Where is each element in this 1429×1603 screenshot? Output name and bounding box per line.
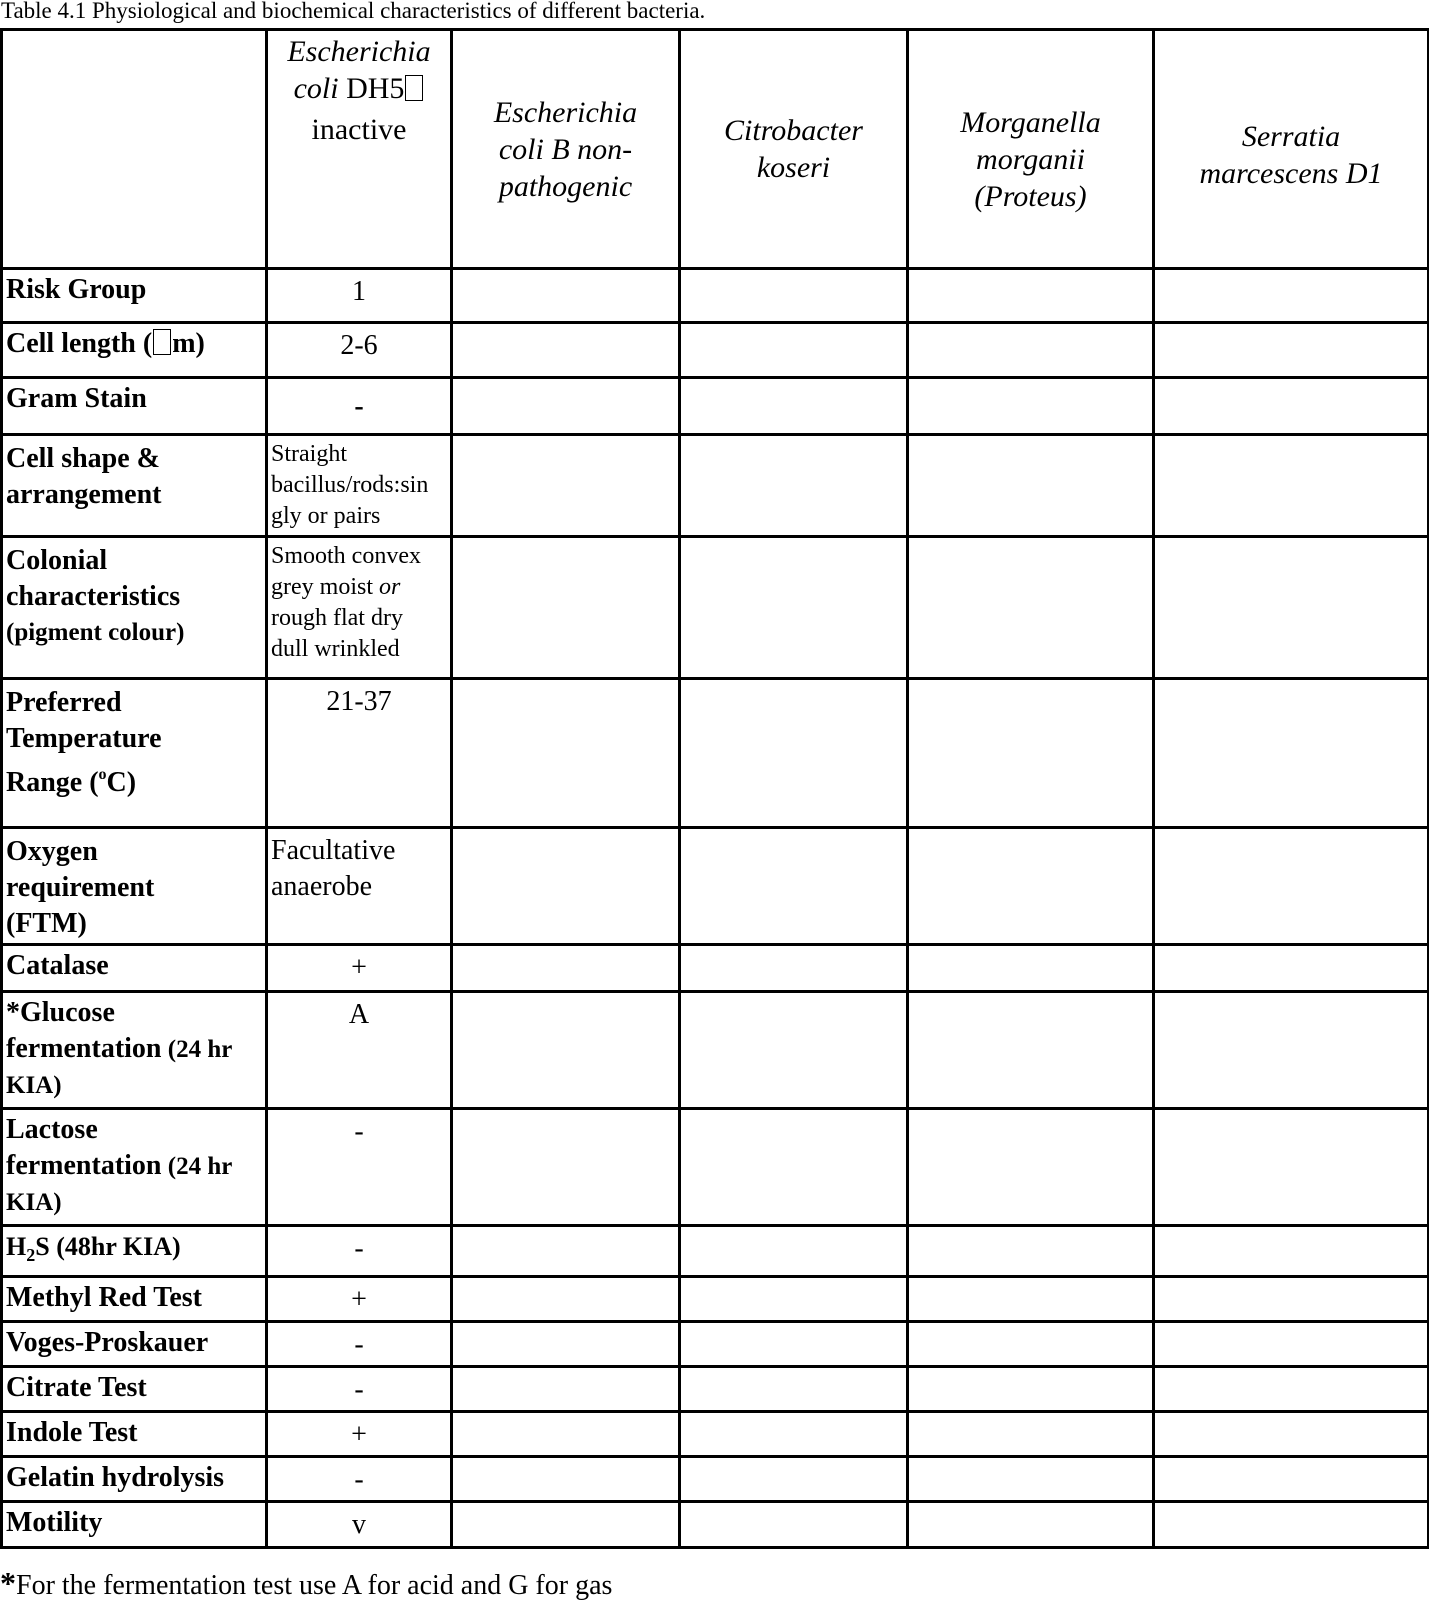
empty-cell — [908, 1412, 1154, 1457]
table-row — [2, 828, 1429, 945]
cell-value: + — [267, 1412, 452, 1457]
header-serratia: Serratia marcescens D1 — [1154, 30, 1429, 269]
empty-cell — [1154, 1277, 1429, 1322]
header-blank-cell — [2, 30, 267, 269]
cell-value: - — [267, 1109, 452, 1226]
empty-cell — [908, 1277, 1154, 1322]
header-morganella: Morganella morganii (Proteus) — [908, 30, 1154, 269]
table-caption: Table 4.1 Physiological and biochemical characteristics of different bacteria. — [1, 0, 706, 23]
empty-cell — [680, 828, 908, 945]
row-label-motility: Motility — [2, 1502, 267, 1548]
empty-cell — [908, 1457, 1154, 1502]
empty-cell — [452, 679, 680, 828]
header-e-coli-b: Escherichia coli B non- pathogenic — [452, 30, 680, 269]
bacteria-characteristics-table — [0, 28, 1429, 1549]
table-row — [2, 323, 1429, 378]
row-label-cell-shape: Cell shape & arrangement — [2, 435, 267, 537]
empty-cell — [908, 828, 1154, 945]
cell-value: Facultative anaerobe — [267, 828, 452, 945]
cell-value: + — [267, 1277, 452, 1322]
table-row — [2, 1226, 1429, 1277]
empty-cell — [908, 1109, 1154, 1226]
empty-cell — [1154, 828, 1429, 945]
cell-value: 1 — [267, 269, 452, 323]
row-label-colonial: Colonial characteristics (pigment colour) — [2, 537, 267, 679]
table-row — [2, 945, 1429, 992]
empty-cell — [1154, 1109, 1429, 1226]
row-label-gelatin: Gelatin hydrolysis — [2, 1457, 267, 1502]
cell-value: Smooth convex grey moist or rough flat dry dull wrinkled — [267, 537, 452, 679]
header-e-coli-dh5: Escherichia coli DH5 inactive — [267, 30, 452, 269]
empty-cell — [680, 1502, 908, 1548]
empty-cell — [1154, 378, 1429, 435]
empty-cell — [908, 992, 1154, 1109]
header-row — [2, 30, 1429, 269]
empty-cell — [680, 1322, 908, 1367]
cell-value: v — [267, 1502, 452, 1548]
empty-cell — [908, 435, 1154, 537]
empty-cell — [452, 537, 680, 679]
table-row — [2, 1109, 1429, 1226]
empty-cell — [452, 1322, 680, 1367]
empty-cell — [1154, 1457, 1429, 1502]
cell-value: - — [267, 1322, 452, 1367]
cell-value: A — [267, 992, 452, 1109]
empty-cell — [908, 537, 1154, 679]
table-row — [2, 435, 1429, 537]
table-row — [2, 1502, 1429, 1548]
empty-cell — [680, 1226, 908, 1277]
cell-value: - — [267, 1457, 452, 1502]
empty-cell — [452, 828, 680, 945]
empty-cell — [1154, 945, 1429, 992]
empty-cell — [452, 1412, 680, 1457]
row-label-cell-length: Cell length ( m) — [2, 323, 267, 378]
table-row — [2, 1457, 1429, 1502]
empty-cell — [452, 269, 680, 323]
empty-cell — [1154, 537, 1429, 679]
empty-cell — [1154, 1502, 1429, 1548]
row-label-voges-proskauer: Voges-Proskauer — [2, 1322, 267, 1367]
empty-cell — [452, 435, 680, 537]
empty-cell — [680, 378, 908, 435]
empty-cell — [680, 323, 908, 378]
table-row — [2, 679, 1429, 828]
empty-cell — [680, 1457, 908, 1502]
empty-cell — [908, 1226, 1154, 1277]
table-row — [2, 1277, 1429, 1322]
missing-glyph-box — [405, 75, 423, 101]
empty-cell — [908, 1367, 1154, 1412]
empty-cell — [452, 945, 680, 992]
empty-cell — [452, 1277, 680, 1322]
empty-cell — [1154, 269, 1429, 323]
empty-cell — [908, 945, 1154, 992]
empty-cell — [452, 323, 680, 378]
empty-cell — [452, 1457, 680, 1502]
row-label-oxygen: Oxygen requirement (FTM) — [2, 828, 267, 945]
empty-cell — [452, 1226, 680, 1277]
row-label-lactose: Lactose fermentation (24 hr KIA) — [2, 1109, 267, 1226]
cell-value: + — [267, 945, 452, 992]
empty-cell — [680, 1412, 908, 1457]
header-citrobacter: Citrobacter koseri — [680, 30, 908, 269]
row-label-gram-stain: Gram Stain — [2, 378, 267, 435]
table-row — [2, 1412, 1429, 1457]
cell-value: - — [267, 1226, 452, 1277]
row-label-glucose: *Glucose fermentation (24 hr KIA) — [2, 992, 267, 1109]
empty-cell — [1154, 435, 1429, 537]
row-label-methyl-red: Methyl Red Test — [2, 1277, 267, 1322]
empty-cell — [908, 323, 1154, 378]
empty-cell — [680, 1367, 908, 1412]
table-row — [2, 1322, 1429, 1367]
empty-cell — [680, 945, 908, 992]
missing-glyph-box — [153, 329, 171, 355]
empty-cell — [680, 435, 908, 537]
table-row — [2, 1367, 1429, 1412]
empty-cell — [1154, 1367, 1429, 1412]
empty-cell — [452, 1367, 680, 1412]
cell-value: Straight bacillus/rods:sin gly or pairs — [267, 435, 452, 537]
empty-cell — [452, 992, 680, 1109]
empty-cell — [1154, 1226, 1429, 1277]
empty-cell — [1154, 679, 1429, 828]
row-label-indole: Indole Test — [2, 1412, 267, 1457]
table-row — [2, 269, 1429, 323]
row-label-h2s: $H_2S$ (48hr KIA) — [2, 1226, 267, 1277]
empty-cell — [1154, 1412, 1429, 1457]
empty-cell — [908, 679, 1154, 828]
empty-cell — [908, 1502, 1154, 1548]
empty-cell — [680, 679, 908, 828]
row-label-temperature: Preferred Temperature Range ($^o$C) — [2, 679, 267, 828]
table-row — [2, 992, 1429, 1109]
table-row — [2, 537, 1429, 679]
table-row — [2, 378, 1429, 435]
empty-cell — [908, 1322, 1154, 1367]
empty-cell — [680, 1109, 908, 1226]
empty-cell — [908, 378, 1154, 435]
cell-value: - — [267, 1367, 452, 1412]
empty-cell — [680, 269, 908, 323]
cell-value: 2-6 — [267, 323, 452, 378]
empty-cell — [452, 378, 680, 435]
row-label-catalase: Catalase — [2, 945, 267, 992]
cell-value: 21-37 — [267, 679, 452, 828]
footnote: *For the fermentation test use A for acid and G for gas — [0, 1565, 613, 1601]
row-label-citrate: Citrate Test — [2, 1367, 267, 1412]
empty-cell — [1154, 992, 1429, 1109]
empty-cell — [680, 1277, 908, 1322]
empty-cell — [680, 537, 908, 679]
empty-cell — [680, 992, 908, 1109]
empty-cell — [1154, 323, 1429, 378]
cell-value: - — [267, 378, 452, 435]
empty-cell — [452, 1109, 680, 1226]
row-label-risk-group: Risk Group — [2, 269, 267, 323]
empty-cell — [452, 1502, 680, 1548]
empty-cell — [908, 269, 1154, 323]
empty-cell — [1154, 1322, 1429, 1367]
